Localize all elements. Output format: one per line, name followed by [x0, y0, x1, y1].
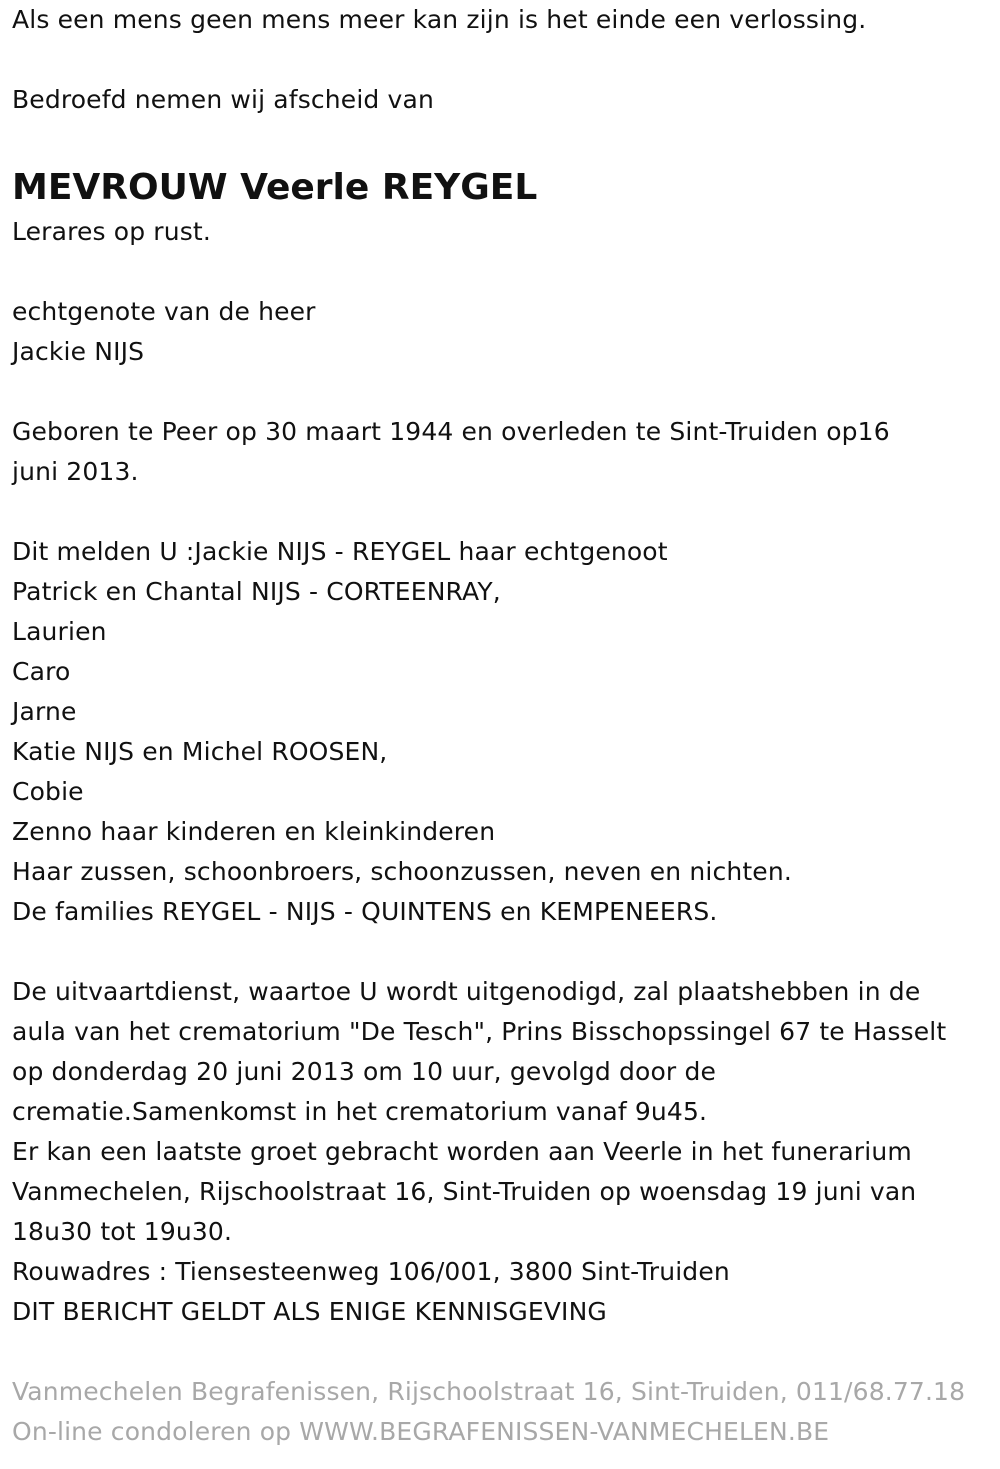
spouse-name: Jackie NIJS: [12, 337, 145, 366]
birth-death-line-cont: juni 2013.: [12, 457, 139, 486]
service-line: Er kan een laatste groet gebracht worden aan Veerle in het funerarium: [12, 1137, 912, 1166]
announcer-line: Jarne: [12, 697, 77, 726]
spouse-line: echtgenote van de heer: [12, 297, 316, 326]
footer: [12, 1372, 988, 1452]
announcer-line: Caro: [12, 657, 71, 686]
spouse-section: [12, 292, 988, 412]
intro-lead: Bedroefd nemen wij afscheid van: [12, 85, 434, 114]
intro-section: [12, 0, 988, 160]
announcer-line: Cobie: [12, 777, 84, 806]
birth-death-line: Geboren te Peer op 30 maart 1944 en overleden te Sint-Truiden op16: [12, 417, 890, 446]
deceased-section: [12, 164, 988, 292]
deceased-occupation: Lerares op rust.: [12, 217, 211, 246]
service-line: De uitvaartdienst, waartoe U wordt uitgenodigd, zal plaatshebben in de: [12, 977, 921, 1006]
announcer-line: Katie NIJS en Michel ROOSEN,: [12, 737, 388, 766]
service-line: Vanmechelen, Rijschoolstraat 16, Sint-Truiden op woensdag 19 juni van: [12, 1177, 917, 1206]
condolence-link[interactable]: On-line condoleren op WWW.BEGRAFENISSEN-VANMECHELEN.BE: [12, 1417, 830, 1446]
announcer-line: Patrick en Chantal NIJS - CORTEENRAY,: [12, 577, 501, 606]
announcer-line: Dit melden U :Jackie NIJS - REYGEL haar echtgenoot: [12, 537, 668, 566]
mourning-address: Rouwadres : Tiensesteenweg 106/001, 3800 Sint-Truiden: [12, 1257, 730, 1286]
announcers-section: [12, 532, 988, 972]
service-section: [12, 972, 988, 1372]
service-line: aula van het crematorium "De Tesch", Prins Bisschopssingel 67 te Hasselt: [12, 1017, 947, 1046]
announcer-line: Haar zussen, schoonbroers, schoonzussen, neven en nichten.: [12, 857, 792, 886]
intro-quote: Als een mens geen mens meer kan zijn is het einde een verlossing.: [12, 5, 867, 34]
notice-statement: DIT BERICHT GELDT ALS ENIGE KENNISGEVING: [12, 1297, 607, 1326]
service-line: crematie.Samenkomst in het crematorium vanaf 9u45.: [12, 1097, 708, 1126]
deceased-name: MEVROUW Veerle REYGEL: [12, 167, 538, 208]
funeral-home-info: Vanmechelen Begrafenissen, Rijschoolstraat 16, Sint-Truiden, 011/68.77.18: [12, 1377, 966, 1406]
dates-section: [12, 412, 988, 532]
service-line: op donderdag 20 juni 2013 om 10 uur, gevolgd door de: [12, 1057, 716, 1086]
announcer-line: Zenno haar kinderen en kleinkinderen: [12, 817, 496, 846]
announcer-line: De families REYGEL - NIJS - QUINTENS en KEMPENEERS.: [12, 897, 718, 926]
service-line: 18u30 tot 19u30.: [12, 1217, 233, 1246]
announcer-line: Laurien: [12, 617, 107, 646]
